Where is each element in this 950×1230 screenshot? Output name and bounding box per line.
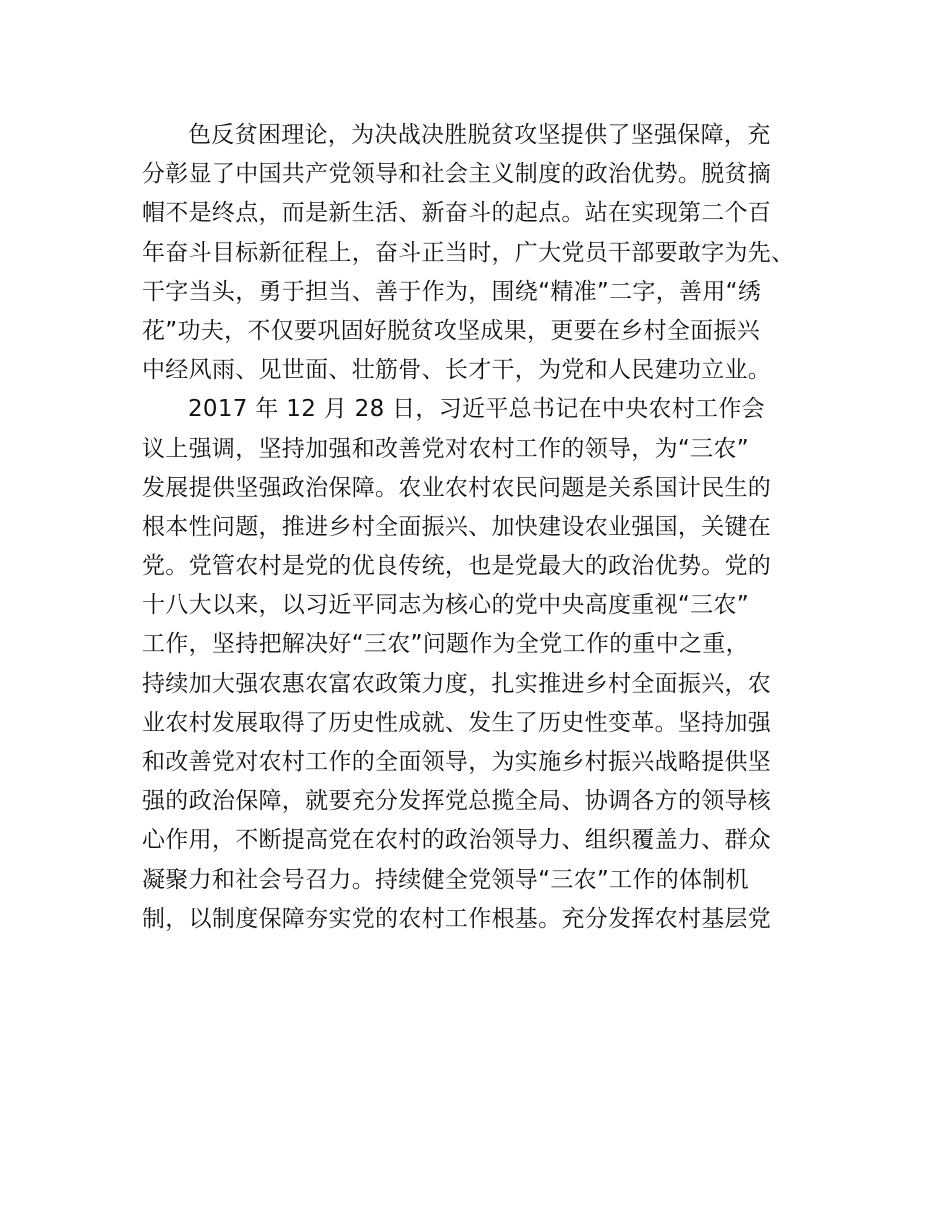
paragraph-2 [142,390,822,939]
text-line: 凝聚力和社会号召力。持续健全党领导“三农”工作的体制机 [142,866,749,893]
text-line: 心作用，不断提高党在农村的政治领导力、组织覆盖力、群众 [142,827,772,854]
text-line: 业农村发展取得了历史性成就、发生了历史性变革。坚持加强 [142,709,772,736]
body-text [142,116,822,939]
text-line: 中经风雨、见世面、壮筋骨、长才干，为党和人民建功立业。 [142,357,772,384]
text-line: 分彰显了中国共产党领导和社会主义制度的政治优势。脱贫摘 [142,161,772,188]
text-line: 十八大以来，以习近平同志为核心的党中央高度重视“三农” [142,592,749,619]
text-line: 2017 年 12 月 28 日，习近平总书记在中央农村工作会 [188,396,765,423]
text-line: 年奋斗目标新征程上，奋斗正当时，广大党员干部要敢字为先、 [142,239,795,266]
text-line: 制，以制度保障夯实党的农村工作根基。充分发挥农村基层党 [142,905,772,932]
text-line: 帽不是终点，而是新生活、新奋斗的起点。站在实现第二个百 [142,200,772,227]
text-line: 强的政治保障，就要充分发挥党总揽全局、协调各方的领导核 [142,788,772,815]
text-line: 发展提供坚强政治保障。农业农村农民问题是关系国计民生的 [142,474,772,501]
text-line: 色反贫困理论，为决战决胜脱贫攻坚提供了坚强保障，充 [188,122,771,148]
text-line: 工作，坚持把解决好“三农”问题作为全党工作的重中之重， [142,631,749,658]
paragraph-1 [142,116,822,390]
text-line: 根本性问题，推进乡村全面振兴、加快建设农业强国，关键在 [142,513,772,540]
text-line: 花”功夫，不仅要巩固好脱贫攻坚成果，更要在乡村全面振兴 [142,317,761,344]
text-line: 持续加大强农惠农富农政策力度，扎实推进乡村全面振兴，农 [142,670,772,697]
text-line: 和改善党对农村工作的全面领导，为实施乡村振兴战略提供坚 [142,749,772,775]
text-line: 党。党管农村是党的优良传统，也是党最大的政治优势。党的 [142,553,772,580]
text-line: 议上强调，坚持加强和改善党对农村工作的领导，为“三农” [142,435,749,462]
text-line: 干字当头，勇于担当、善于作为，围绕“精准”二字，善用“绣 [142,278,762,305]
